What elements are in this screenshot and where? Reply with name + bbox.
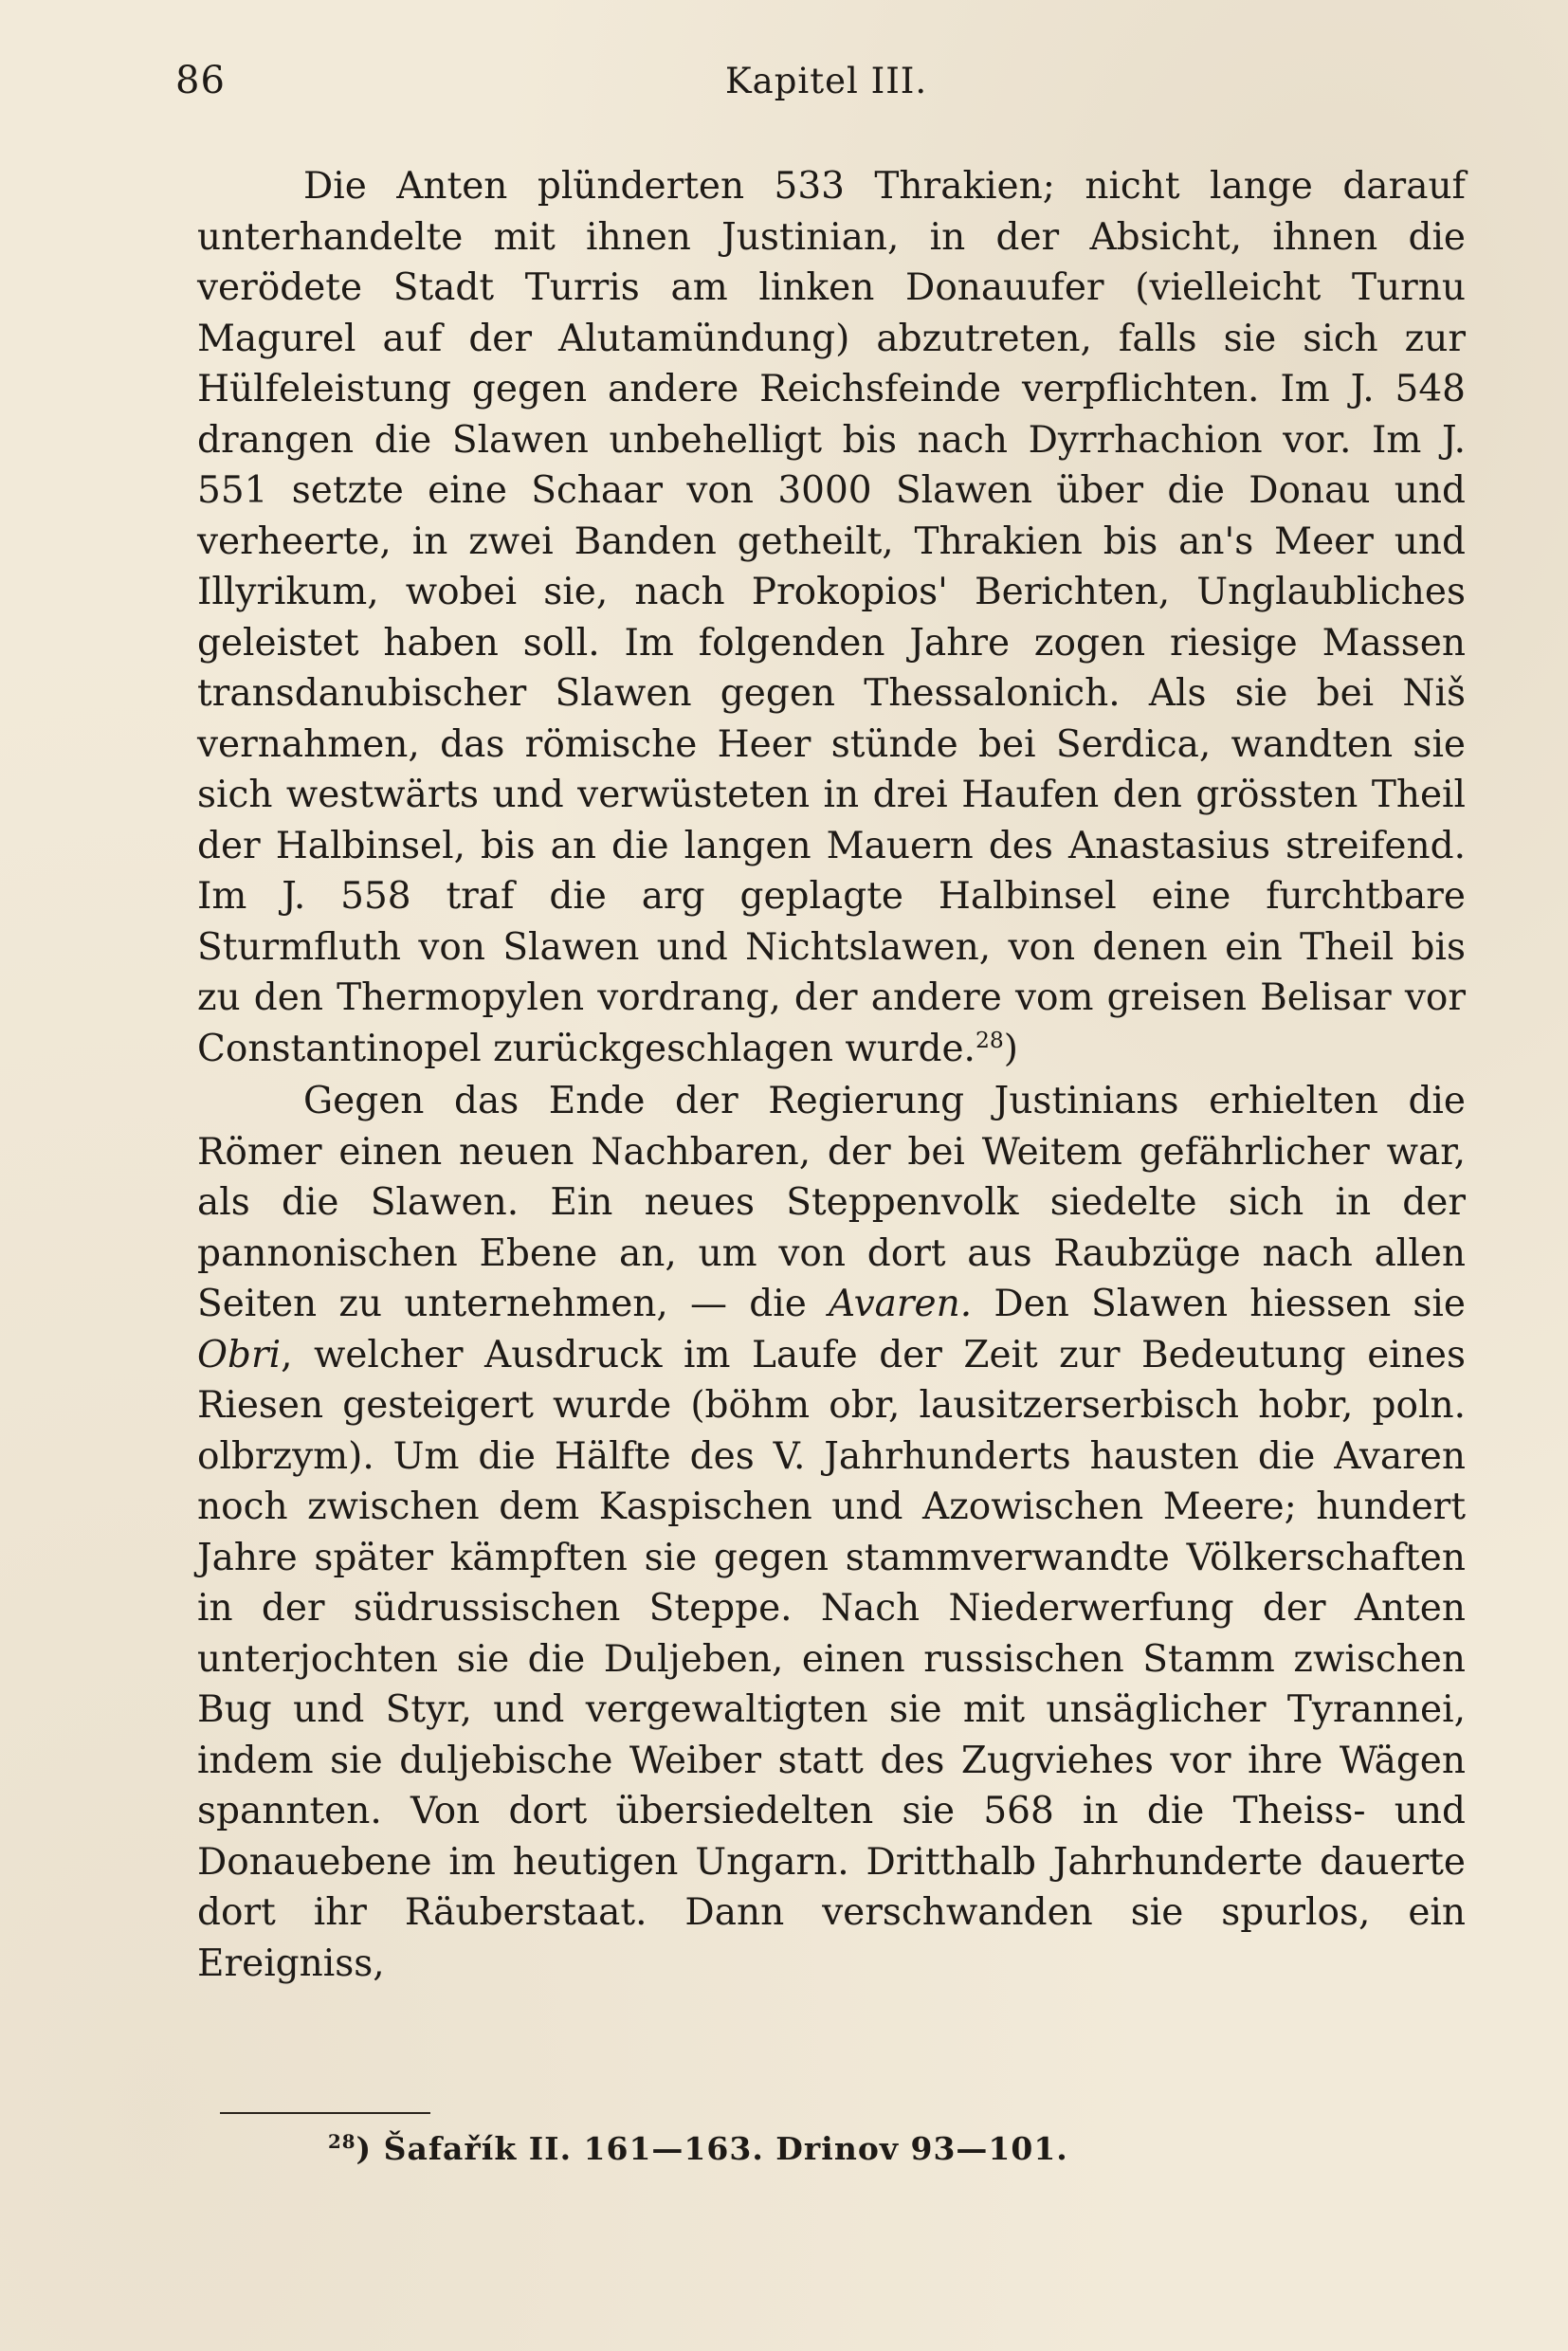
footnote-divider bbox=[220, 2112, 430, 2114]
emphasis-obri: Obri bbox=[197, 1333, 282, 1376]
paragraph-2 bbox=[197, 1076, 1466, 1989]
paragraph-2-part-3: , welcher Ausdruck im Laufe der Zeit zur Bedeutung eines Riesen gesteigert wurde (böhm obr, lausitzerserbisch hobr, poln. olbrzym). Um die Hälfte des V. Jahrhunderts hausten die Avaren noch zwischen dem Kaspischen und Azowischen Meere; hundert Jahre später kämpften sie gegen stammverwandte Völkerschaften in der südrussischen Steppe. Nach Niederwerfung der Anten unterjochten sie die Duljeben, einen russischen Stamm zwischen Bug und Styr, und vergewaltigten sie mit unsäglicher Tyrannei, indem sie duljebische Weiber statt des Zugviehes vor ihre Wägen spannten. Von dort übersiedelten sie 568 in die Theiss- und Donauebene im heutigen Ungarn. Dritthalb Jahrhunderte dauerte dort ihr Räuberstaat. Dann verschwanden sie spurlos, ein Ereigniss, bbox=[197, 1333, 1466, 1985]
emphasis-avaren: Avaren. bbox=[829, 1283, 973, 1325]
body-text bbox=[197, 161, 1466, 1989]
paragraph-1-text: Die Anten plünderten 533 Thrakien; nicht lange darauf unterhandelte mit ihnen Justinian, in der Absicht, ihnen die verödete Stadt Turris am linken Donauufer (vielleicht Turnu Magurel auf der Alutamündung) abzutreten, falls sie sich zur Hülfeleistung gegen andere Reichsfeinde verpflichten. Im J. 548 drangen die Slawen unbehelligt bis nach Dyrrhachion vor. Im J. 551 setzte eine Schaar von 3000 Slawen über die Donau und verheerte, in zwei Banden getheilt, Thrakien bis an's Meer und Illyrikum, wobei sie, nach Prokopios' Berichten, Unglaubliches geleistet haben soll. Im folgenden Jahre zogen riesige Massen transdanubischer Slawen gegen Thessalonich. Als sie bei Niš vernahmen, das römische Heer stünde bei Serdica, wandten sie sich westwärts und verwüsteten in drei Haufen den grössten Theil der Halbinsel, bis an die langen Mauern des Anastasius streifend. Im J. 558 traf die arg geplagte Halbinsel eine furchtbare Sturmfluth von Slawen und Nichtslawen, von denen ein Theil bis zu den Thermopylen vordrang, der andere vom greisen Belisar vor Constantinopel zurückgeschlagen wurde. bbox=[197, 165, 1466, 1070]
running-head: Kapitel III. bbox=[725, 61, 928, 101]
paragraph-1 bbox=[197, 161, 1466, 1074]
page-number: 86 bbox=[175, 59, 226, 102]
footnote-text: ) Šafařík II. 161—163. Drinov 93—101. bbox=[356, 2130, 1068, 2167]
footnote-reference: 28 bbox=[975, 1026, 1004, 1053]
footnote bbox=[328, 2130, 1068, 2167]
paragraph-2-part-1: Gegen das Ende der Regierung Justinians erhielten die Römer einen neuen Nachbaren, der bei Weitem gefährlicher war, als die Slawen. Ein neues Steppenvolk siedelte sich in der pannonischen Ebene an, um von dort aus Raubzüge nach allen Seiten zu unternehmen, — die bbox=[197, 1080, 1466, 1325]
footnote-reference-close: ) bbox=[1003, 1027, 1018, 1070]
page-header bbox=[175, 59, 1436, 116]
footnote-marker: 28 bbox=[328, 2130, 356, 2153]
paragraph-2-part-2: Den Slawen hiessen sie bbox=[972, 1283, 1466, 1325]
